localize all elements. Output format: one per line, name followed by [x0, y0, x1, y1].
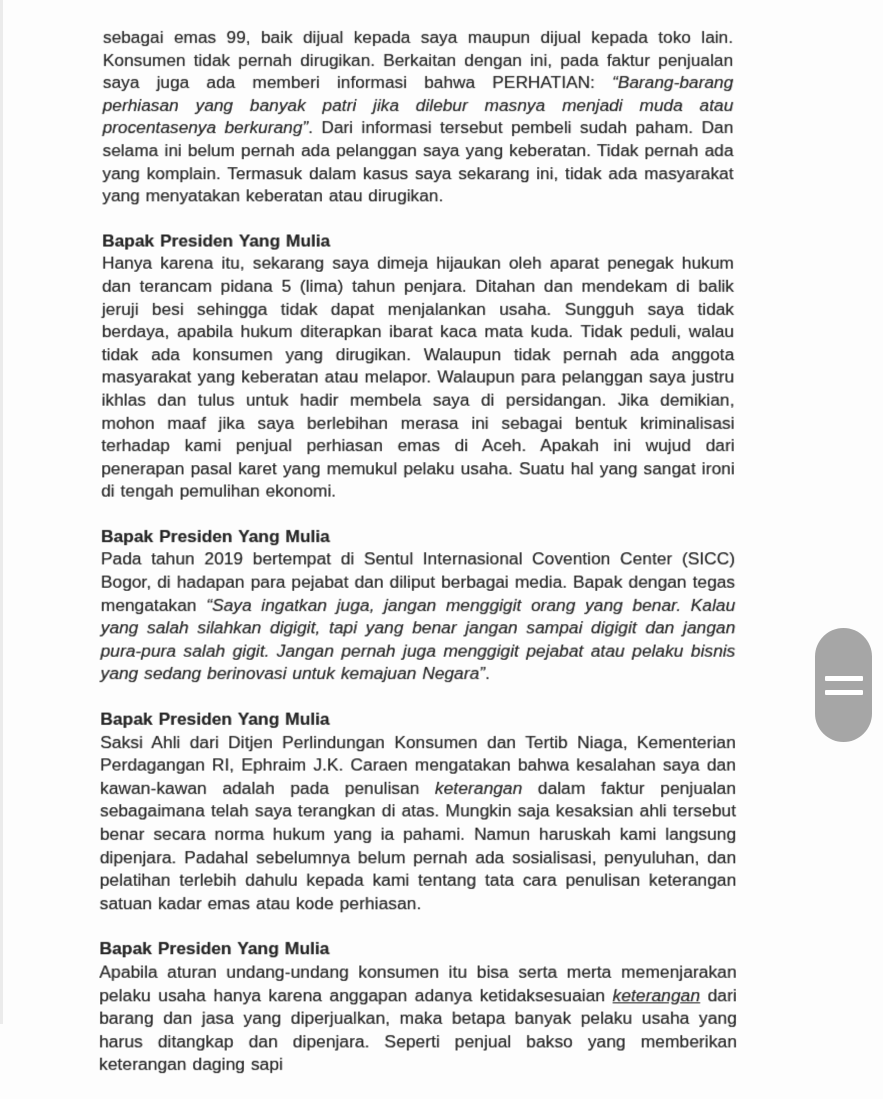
letter-body: [99, 26, 737, 1099]
section-heading: Bapak Presiden Yang Mulia: [102, 230, 331, 251]
section-paragraph: Pada tahun 2019 bertempat di Sentul Internasional Covention Center (SICC) Bogor, di hadapan para pejabat dan diliput berbagai media. Bapak dengan tegas mengatakan “Saya ingatkan juga, jangan menggigit orang yang benar. Kalau yang salah silahkan digigit, tapi yang benar jangan sampai digigit dan jangan pura-pura salah gigit. Jangan pernah juga menggigit pejabat atau pelaku bisnis yang sedang berinovasi untuk kemajuan Negara”.: [100, 548, 736, 684]
letter-section: [100, 708, 737, 915]
section-paragraph: sebagai emas 99, baik dijual kepada saya maupun dijual kepada toko lain. Konsumen tidak pernah dirugikan. Berkaitan dengan ini, pada faktur penjualan saya juga ada memberi informasi bahwa PERHATIAN: “Barang-barang perhiasan yang banyak patri jika dilebur masnya menjadi muda atau procentasenya berkurang”. Dari informasi tersebut pembeli sudah paham. Dan selama ini belum pernah ada pelanggan saya yang keberatan. Tidak pernah ada yang komplain. Termasuk dalam kasus saya sekarang ini, tidak ada masyarakat yang menyatakan keberatan atau dirugikan.: [102, 26, 734, 206]
section-heading: Bapak Presiden Yang Mulia: [99, 938, 330, 959]
section-heading: Bapak Presiden Yang Mulia: [100, 708, 330, 729]
section-paragraph: Apabila aturan undang-undang konsumen itu bisa serta merta memenjarakan pelaku usaha hanya karena anggapan adanya ketidaksesuaian keterangan dari barang dan jasa yang diperjualkan, maka betapa banyak pelaku usaha yang harus ditangkap dan dipenjara. Seperti penjual bakso yang memberikan keterangan daging sapi: [98, 961, 737, 1075]
photo-edge-artifact: [0, 0, 3, 1024]
letter-section: [101, 229, 735, 502]
letter-section: [100, 525, 735, 685]
section-paragraph: Saksi Ahli dari Ditjen Perlindungan Konsumen dan Tertib Niaga, Kementerian Perdagangan RI, Ephraim J.K. Caraen mengatakan bahwa kesalahan saya dan kawan-kawan adalah pada penulisan keterangan dalam faktur penjualan sebagaimana telah saya terangkan di atas. Mungkin saja kesaksian ahli tersebut benar secara norma hukum yang ia pahami. Namun haruskah kami langsung dipenjara. Padahal sebelumnya belum pernah ada sosialisasi, penyuluhan, dan pelatihan terlebih dahulu kepada kami tentang tata cara penulisan keterangan satuan kadar emas atau kode perhiasan.: [99, 731, 737, 914]
letter-section: [102, 26, 733, 207]
handle-bar: [825, 676, 863, 681]
section-heading: Bapak Presiden Yang Mulia: [100, 525, 330, 547]
letter-section: [99, 937, 737, 1076]
handle-bar: [825, 690, 863, 695]
section-paragraph: Hanya karena itu, sekarang saya dimeja hijaukan oleh aparat penegak hukum dan terancam pidana 5 (lima) tahun penjara. Ditahan dan mendekam di balik jeruji besi sehingga tidak dapat menjalankan usaha. Sungguh saya tidak berdaya, apabila hukum diterapkan ibarat kaca mata kuda. Tidak peduli, walau tidak ada konsumen yang dirugikan. Walaupun tidak pernah ada anggota masyarakat yang keberatan atau melapor. Walaupun para pelanggan saya justru ikhlas dan tulus untuk hadir membela saya di persidangan. Jika demikian, mohon maaf jika saya berlebihan merasa ini sebagai bentuk kriminalisasi terhadap kami penjual perhiasan emas di Aceh. Apakah ini wujud dari penerapan pasal karet yang memukul pelaku usaha. Suatu hal yang sangat ironi di tengah pemulihan ekonomi.: [101, 252, 735, 501]
floating-scroll-handle[interactable]: [815, 628, 872, 742]
